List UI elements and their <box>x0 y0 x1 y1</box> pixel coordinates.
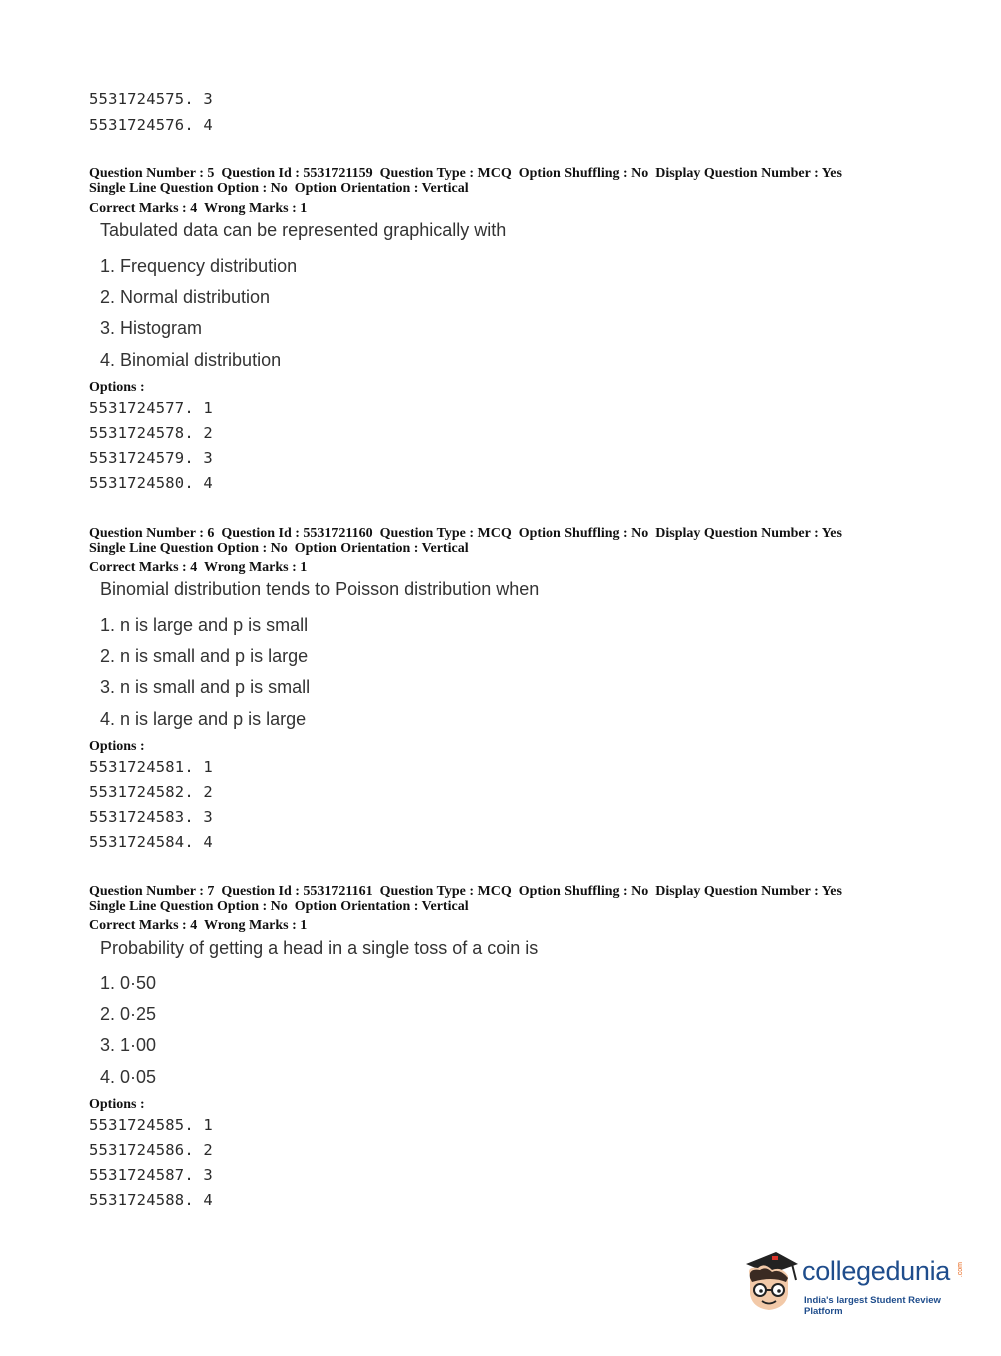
answer-choice: 1. n is large and p is small <box>100 615 309 635</box>
option-id: 5531724578. 2 <box>89 424 213 442</box>
mascot-icon <box>742 1250 802 1316</box>
answer-choice: 2. 0·25 <box>100 1004 157 1024</box>
option-id: 5531724579. 3 <box>89 449 213 467</box>
answer-choice: 3. 1·00 <box>100 1035 157 1055</box>
option-id: 5531724576. 4 <box>89 116 213 134</box>
option-id: 5531724585. 1 <box>89 1116 213 1134</box>
options-label: Options : <box>89 739 145 754</box>
answer-choice: 3. n is small and p is small <box>100 677 311 697</box>
logo-domain: .com <box>957 1262 964 1278</box>
question-marks: Correct Marks : 4 Wrong Marks : 1 <box>89 918 308 933</box>
answer-choice: 1. Frequency distribution <box>100 256 298 276</box>
logo-wordmark: collegedunia <box>802 1256 951 1286</box>
option-id: 5531724587. 3 <box>89 1166 213 1184</box>
question-header: Single Line Question Option : No Option Orientation : Vertical <box>89 541 469 556</box>
question-text: Probability of getting a head in a single toss of a coin is <box>100 938 539 958</box>
answer-choice: 3. Histogram <box>100 318 203 338</box>
option-id: 5531724577. 1 <box>89 399 213 417</box>
question-marks: Correct Marks : 4 Wrong Marks : 1 <box>89 201 308 216</box>
option-id: 5531724581. 1 <box>89 758 213 776</box>
options-label: Options : <box>89 380 145 395</box>
question-text: Tabulated data can be represented graphically with <box>100 220 507 240</box>
options-label: Options : <box>89 1097 145 1112</box>
logo-tagline: India's largest Student Review Platform <box>804 1295 941 1317</box>
option-id: 5531724586. 2 <box>89 1141 213 1159</box>
collegedunia-logo <box>742 1250 972 1316</box>
answer-choice: 2. n is small and p is large <box>100 646 309 666</box>
question-header: Question Number : 5 Question Id : 5531721159 Question Type : MCQ Option Shuffling : No Display Question Number : Yes <box>89 166 842 181</box>
answer-choice: 4. n is large and p is large <box>100 709 307 729</box>
option-id: 5531724582. 2 <box>89 783 213 801</box>
answer-choice: 4. 0·05 <box>100 1067 157 1087</box>
answer-choice: 4. Binomial distribution <box>100 350 282 370</box>
option-id: 5531724588. 4 <box>89 1191 213 1209</box>
question-header: Question Number : 7 Question Id : 5531721161 Question Type : MCQ Option Shuffling : No Display Question Number : Yes <box>89 884 842 899</box>
question-text: Binomial distribution tends to Poisson distribution when <box>100 579 540 599</box>
option-id: 5531724575. 3 <box>89 90 213 108</box>
answer-choice: 1. 0·50 <box>100 973 157 993</box>
question-marks: Correct Marks : 4 Wrong Marks : 1 <box>89 560 308 575</box>
question-header: Single Line Question Option : No Option Orientation : Vertical <box>89 899 469 914</box>
option-id: 5531724580. 4 <box>89 474 213 492</box>
option-id: 5531724583. 3 <box>89 808 213 826</box>
option-id: 5531724584. 4 <box>89 833 213 851</box>
question-header: Question Number : 6 Question Id : 5531721160 Question Type : MCQ Option Shuffling : No Display Question Number : Yes <box>89 526 842 541</box>
question-header: Single Line Question Option : No Option Orientation : Vertical <box>89 181 469 196</box>
answer-choice: 2. Normal distribution <box>100 287 271 307</box>
